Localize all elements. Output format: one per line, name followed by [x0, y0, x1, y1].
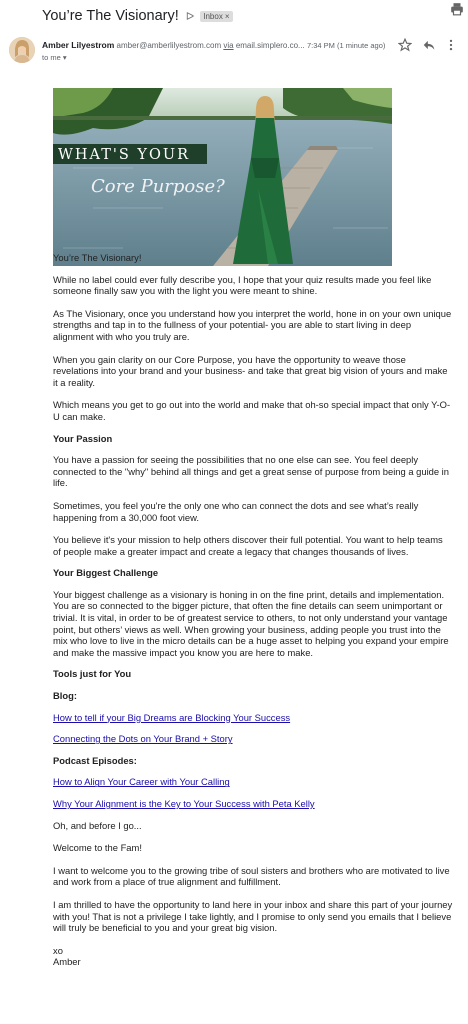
- reply-icon[interactable]: [422, 38, 436, 52]
- heading-tools: Tools just for You: [53, 668, 132, 680]
- email-timestamp: 7:34 PM (1 minute ago): [307, 41, 386, 50]
- heading-your-passion: Your Passion: [53, 432, 113, 444]
- paragraph-1: While no label could ever fully describe you, I hope that your quiz results made you feel like someone finally saw you with the light you were meant to shine.: [53, 273, 432, 297]
- paragraph-11: I want to welcome you to the growing tribe of soul sisters and brothers who are motivated to live and work from a place of true alignment and fulfillment.: [53, 864, 450, 888]
- more-options-icon[interactable]: [446, 38, 456, 52]
- podcast-link-alignment-key[interactable]: Why Your Alignment is the Key to Your Success with Peta Kelly: [53, 798, 315, 809]
- email-subject: You’re The Visionary!: [42, 8, 179, 24]
- heading-biggest-challenge: Your Biggest Challenge: [53, 567, 159, 579]
- greeting: You’re The Visionary!: [53, 252, 142, 263]
- sender-avatar[interactable]: [9, 37, 35, 63]
- subject-row: [42, 6, 458, 26]
- important-marker-icon[interactable]: ᐅ: [185, 10, 195, 23]
- star-icon[interactable]: [398, 38, 412, 52]
- blog-link-connecting-dots[interactable]: Connecting the Dots on Your Brand + Story: [53, 733, 233, 745]
- recipient-details-icon[interactable]: ▾: [62, 53, 67, 62]
- sender-email: amber@amberlilyestrom.com: [116, 41, 222, 50]
- paragraph-5: You have a passion for seeing the possibilities that no one else can see. You feel deeply connected to the "why" behind all things and get a great sense of purpose from being a guide in life.: [53, 454, 449, 489]
- blog-link-big-dreams[interactable]: How to tell if your Big Dreams are Blocking Your Success: [53, 711, 291, 723]
- banner-image: [53, 88, 392, 266]
- paragraph-4: Which means you get to go out into the world and make that oh-so special impact that only Y-O-U can make.: [53, 399, 451, 422]
- paragraph-2: As The Visionary, once you understand how you interpret the world, hone in on your own unique strengths and tap in to the fullness of your potential- you are able to start living in deep alignment with who you truly are.: [53, 307, 452, 342]
- via-domain: email.simplero.co...: [235, 41, 305, 50]
- paragraph-6: Sometimes, you feel you're the only one who can connect the dots and see what’s really happening from a 30,000 foot view.: [53, 499, 419, 523]
- remove-label-icon[interactable]: ×: [224, 11, 230, 21]
- paragraph-3: When you gain clarity on our Core Purpose, you have the opportunity to weave those revelations into your brand and your business- and take that great big vision of yours and make it a reality.: [53, 353, 448, 388]
- print-icon[interactable]: [450, 2, 464, 16]
- inbox-label-badge[interactable]: [200, 11, 232, 22]
- paragraph-10: Welcome to the Fam!: [53, 842, 142, 854]
- heading-podcast-episodes: Podcast Episodes:: [53, 754, 137, 766]
- signature: Amber: [53, 956, 81, 968]
- heading-blog: Blog:: [53, 690, 77, 702]
- banner-title-line2: Core Purpose?: [91, 176, 225, 197]
- sender-row: [42, 40, 305, 50]
- banner-title-line1: WHAT'S YOUR: [58, 147, 191, 163]
- signoff: xo: [53, 944, 63, 956]
- email-body: [53, 246, 453, 968]
- sender-name[interactable]: Amber Lilyestrom: [42, 40, 115, 50]
- paragraph-8: Your biggest challenge as a visionary is honing in on the fine print, details and implementation. You are so connected to the bigger picture, that often the fine details can seem unimportant or trivial. It is vital, in order to be of greatest service to others, to not only understand your vantage point, but others’ views as well. When growing your business, adding people you trust into the mix who love to live in the micro details can be a huge asset to helping you expand your empire and make the massive impact you know you are here to make.: [53, 588, 449, 658]
- recipient-text: to me: [42, 53, 61, 62]
- via-label: via: [223, 41, 234, 50]
- paragraph-9: Oh, and before I go...: [53, 819, 142, 831]
- paragraph-12: I am thrilled to have the opportunity to land here in your inbox and share this part of your journey with you! That is not a privilege I take lightly, and I promise to only send you emails that I believe will truly be beneficial to you and your great big vision.: [53, 898, 453, 934]
- podcast-link-align-career[interactable]: How to Align Your Career with Your Calling: [53, 776, 230, 788]
- recipient-row[interactable]: [42, 53, 67, 62]
- inbox-label-text: Inbox: [203, 11, 223, 21]
- paragraph-7: You believe it's your mission to help others discover their full potential. You want to help teams of people make a greater impact and create a legacy that changes thousands of lives.: [53, 534, 443, 557]
